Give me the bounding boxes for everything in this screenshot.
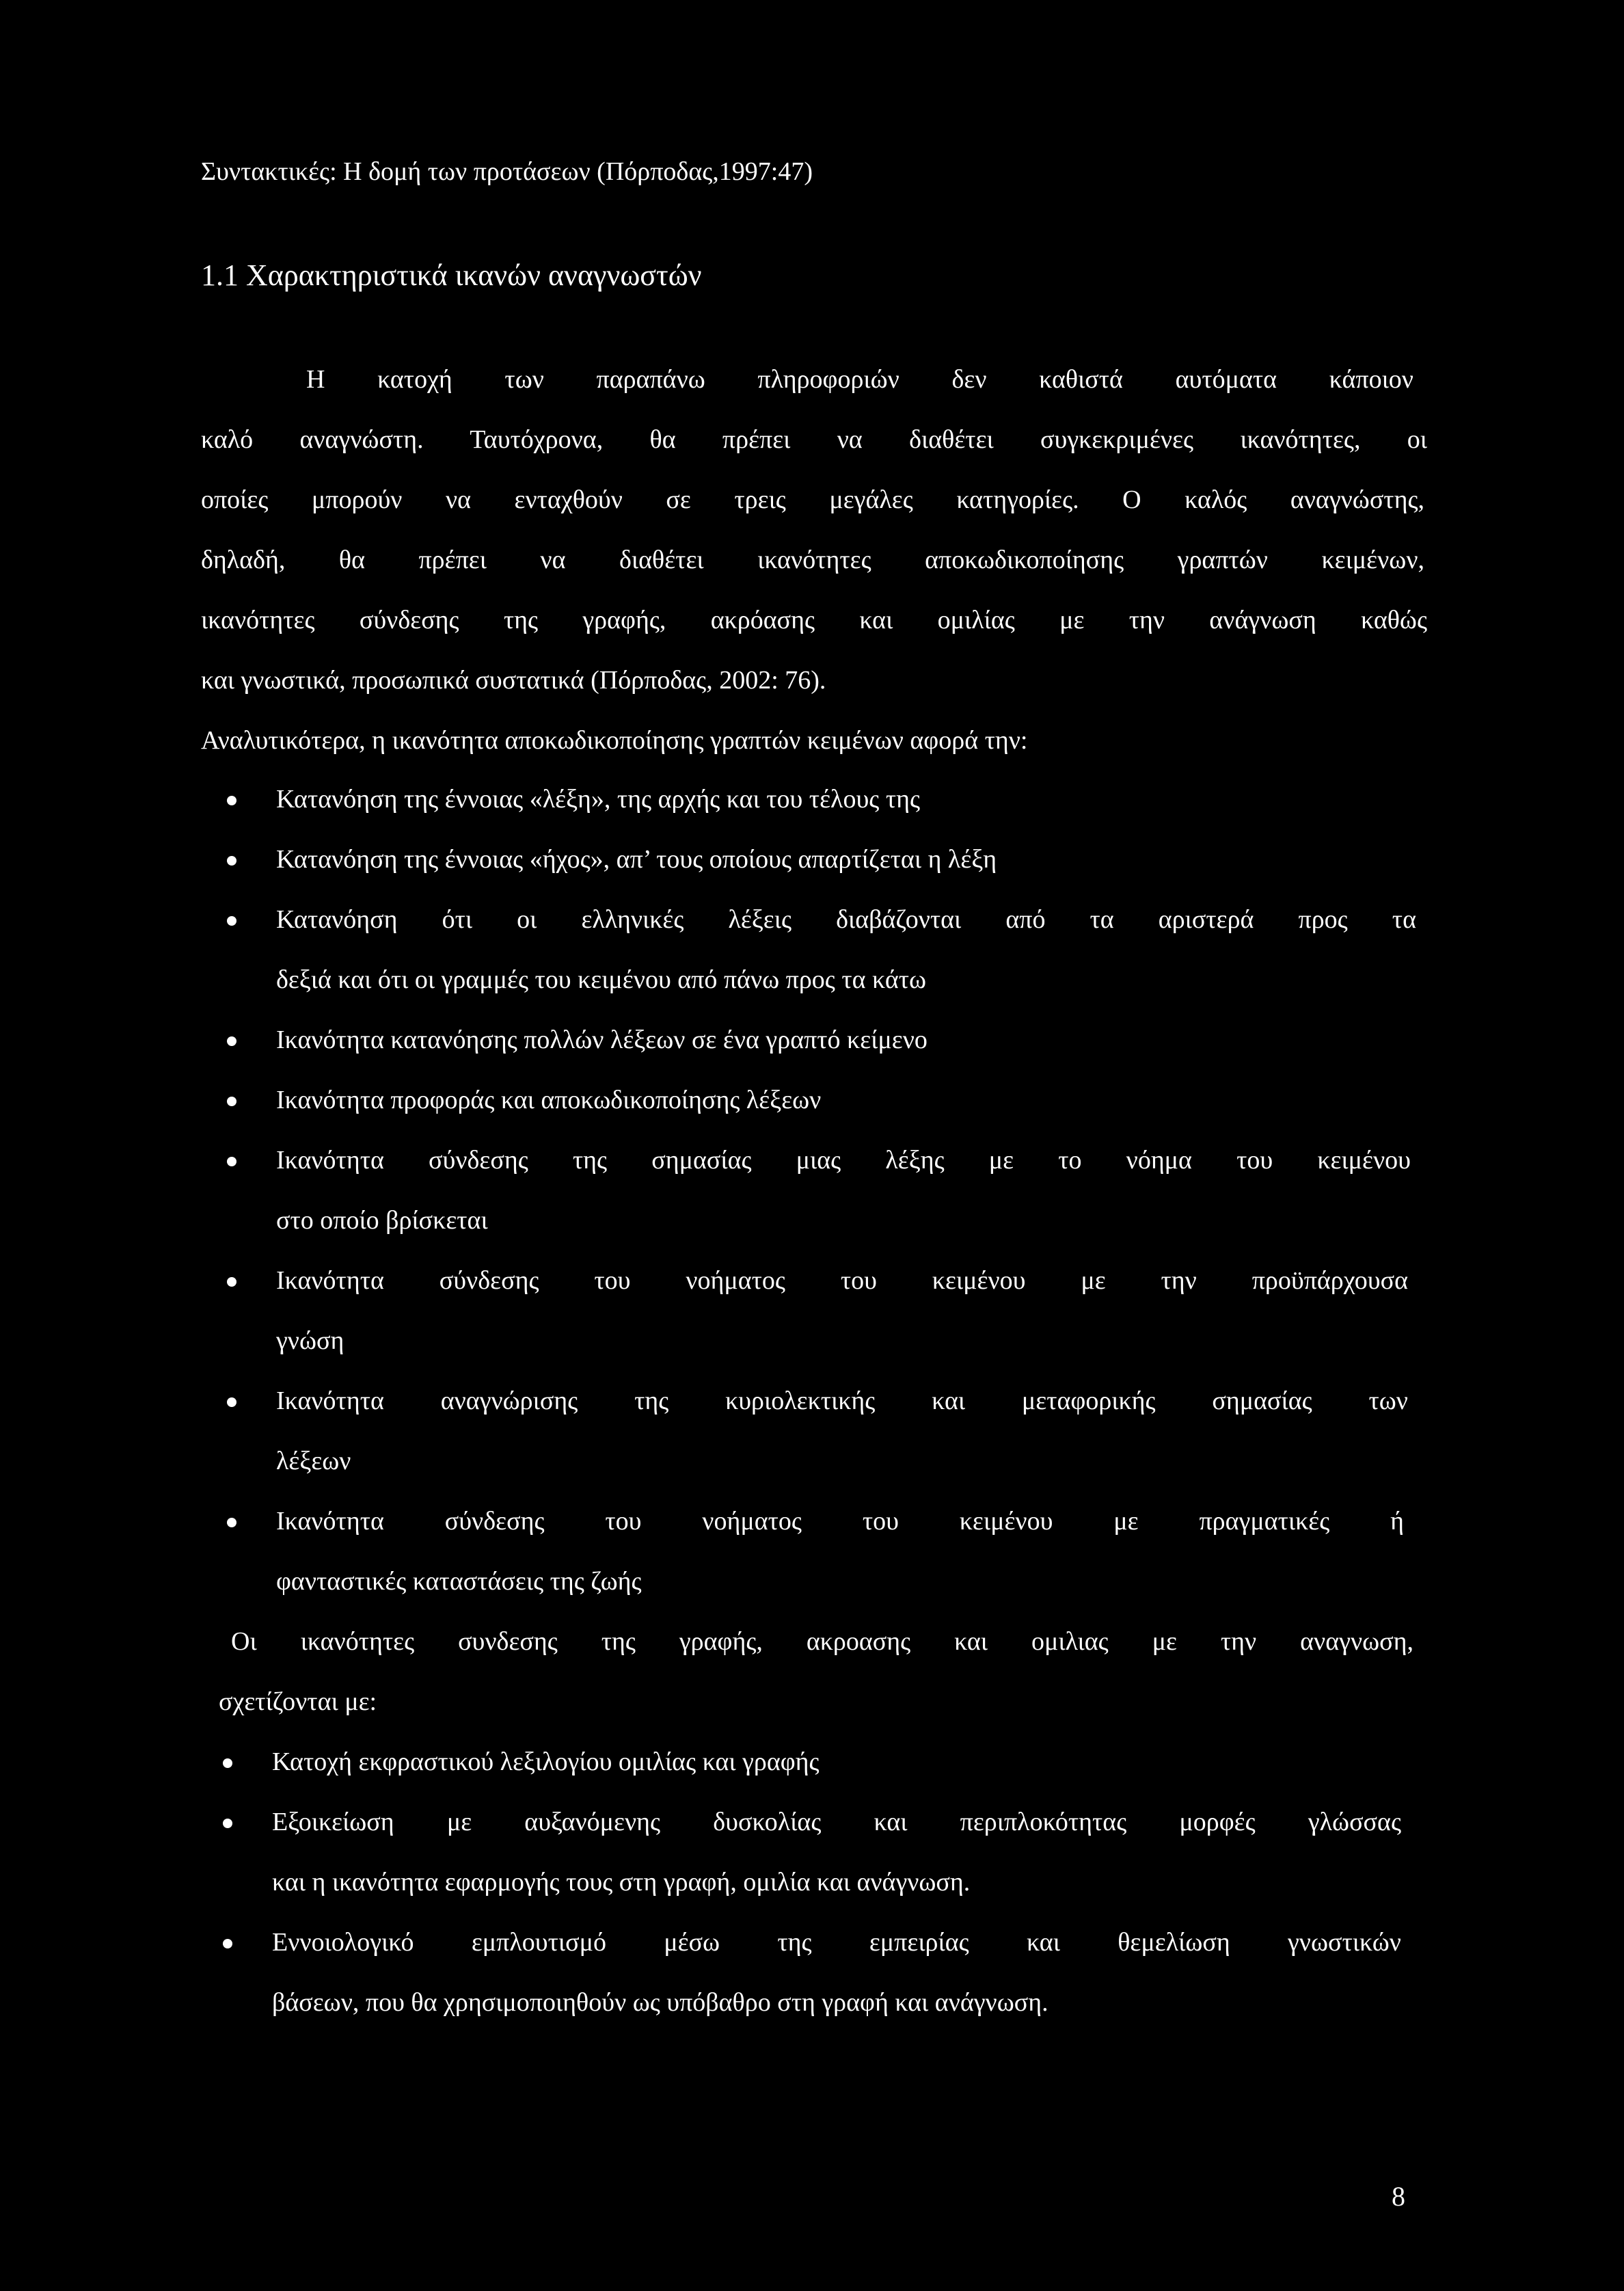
list-item-continuation: γνώση (276, 1326, 344, 1355)
paragraph-line: Η κατοχή των παραπάνω πληροφοριών δεν καθιστά αυτόματα κάποιον (306, 365, 1413, 394)
intro-paragraph: Αναλυτικότερα, η ικανότητα αποκωδικοποίησης γραπτών κειμένων αφορά την: (201, 726, 1028, 755)
list-item: Ικανότητα αναγνώρισης της κυριολεκτικής και μεταφορικής σημασίας των (276, 1386, 1408, 1415)
paragraph-line: δηλαδή, θα πρέπει να διαθέτει ικανότητες αποκωδικοποίησης γραπτών κειμένων, (201, 546, 1424, 574)
bullet-icon (227, 856, 236, 866)
bullet-icon (223, 1939, 232, 1948)
paragraph-line: οποίες μπορούν να ενταχθούν σε τρεις μεγάλες κατηγορίες. Ο καλός αναγνώστης, (201, 485, 1424, 514)
bullet-icon (227, 916, 236, 926)
list-item: Κατανόηση ότι οι ελληνικές λέξεις διαβάζονται από τα αριστερά προς τα (276, 905, 1416, 934)
list-item: Κατανόηση της έννοιας «λέξη», της αρχής και του τέλους της (276, 785, 921, 814)
list-item-continuation: λέξεων (276, 1447, 351, 1475)
list-item: Εννοιολογικό εμπλουτισμό μέσω της εμπειρίας και θεμελίωση γνωστικών (272, 1928, 1401, 1957)
list-item: Εξοικείωση με αυξανόμενης δυσκολίας και περιπλοκότητας μορφές γλώσσας (272, 1808, 1401, 1836)
bullet-icon (227, 796, 236, 805)
bullet-icon (227, 1518, 236, 1527)
paragraph-line: καλό αναγνώστη. Ταυτόχρονα, θα πρέπει να διαθέτει συγκεκριμένες ικανότητες, οι (201, 425, 1427, 454)
list-item-continuation: βάσεων, που θα χρησιμοποιηθούν ως υπόβαθρο στη γραφή και ανάγνωση. (272, 1988, 1048, 2017)
bullet-icon (227, 1397, 236, 1407)
list-item-continuation: φανταστικές καταστάσεις της ζωής (276, 1567, 642, 1596)
page-number: 8 (1392, 2181, 1405, 2212)
paragraph-line: και γνωστικά, προσωπικά συστατικά (Πόρποδας, 2002: 76). (201, 666, 826, 695)
list-item-continuation: στο οποίο βρίσκεται (276, 1206, 488, 1235)
list-item-continuation: και η ικανότητα εφαρμογής τους στη γραφή, ομιλία και ανάγνωση. (272, 1868, 971, 1897)
list-item-continuation: δεξιά και ότι οι γραμμές του κειμένου από πάνω προς τα κάτω (276, 965, 927, 994)
bullet-icon (227, 1277, 236, 1287)
bullet-icon (227, 1097, 236, 1106)
section-heading: 1.1 Χαρακτηριστικά ικανών αναγνωστών (201, 258, 702, 292)
list-item: Κατανόηση της έννοιας «ήχος», απ’ τους οποίους απαρτίζεται η λέξη (276, 845, 997, 874)
list-item: Ικανότητα σύνδεσης της σημασίας μιας λέξης με το νόημα του κειμένου (276, 1146, 1411, 1175)
intro-paragraph: Οι ικανότητες συνδεσης της γραφής, ακροασης και ομιλιας με την αναγνωση, (231, 1627, 1413, 1656)
bullet-icon (227, 1157, 236, 1166)
paragraph-line: ικανότητες σύνδεσης της γραφής, ακρόασης και ομιλίας με την ανάγνωση καθώς (201, 606, 1427, 634)
bullet-icon (223, 1758, 232, 1768)
list-item: Ικανότητα κατανόησης πολλών λέξεων σε ένα γραπτό κείμενο (276, 1026, 928, 1054)
bullet-icon (227, 1036, 236, 1046)
list-item: Ικανότητα προφοράς και αποκωδικοποίησης λέξεων (276, 1086, 822, 1114)
intro-paragraph-continuation: σχετίζονται με: (219, 1687, 377, 1716)
top-line: Συντακτικές: Η δομή των προτάσεων (Πόρποδας,1997:47) (201, 157, 813, 186)
list-item: Κατοχή εκφραστικού λεξιλογίου ομιλίας και γραφής (272, 1747, 820, 1776)
list-item: Ικανότητα σύνδεσης του νοήματος του κειμένου με την προϋπάρχουσα (276, 1266, 1408, 1295)
list-item: Ικανότητα σύνδεσης του νοήματος του κειμένου με πραγματικές ή (276, 1507, 1404, 1536)
bullet-icon (223, 1819, 232, 1828)
